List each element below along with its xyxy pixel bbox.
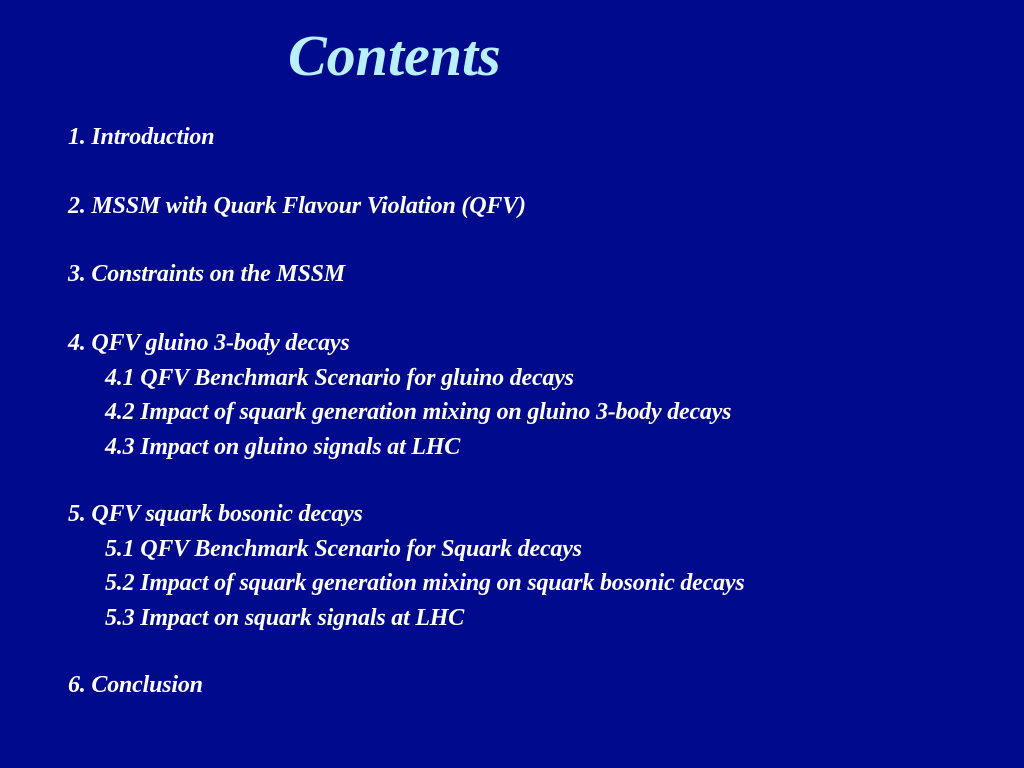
toc-subsection-5-2: 5.2 Impact of squark generation mixing on squark bosonic decays	[105, 570, 745, 596]
toc-section-gluino-decays: 4. QFV gluino 3-body decays	[68, 330, 350, 356]
toc-subsection-4-2: 4.2 Impact of squark generation mixing on gluino 3-body decays	[105, 399, 732, 425]
toc-section-conclusion: 6. Conclusion	[68, 672, 203, 698]
slide-title: Contents	[288, 23, 501, 88]
toc-section-introduction: 1. Introduction	[68, 124, 215, 150]
toc-subsection-4-1: 4.1 QFV Benchmark Scenario for gluino decays	[105, 365, 574, 391]
toc-subsection-5-3: 5.3 Impact on squark signals at LHC	[105, 605, 465, 631]
toc-section-squark-decays: 5. QFV squark bosonic decays	[68, 501, 363, 527]
toc-subsection-4-3: 4.3 Impact on gluino signals at LHC	[105, 434, 461, 460]
toc-section-mssm-qfv: 2. MSSM with Quark Flavour Violation (QFV)	[68, 193, 526, 219]
toc-subsection-5-1: 5.1 QFV Benchmark Scenario for Squark decays	[105, 536, 582, 562]
toc-section-constraints: 3. Constraints on the MSSM	[68, 261, 345, 287]
